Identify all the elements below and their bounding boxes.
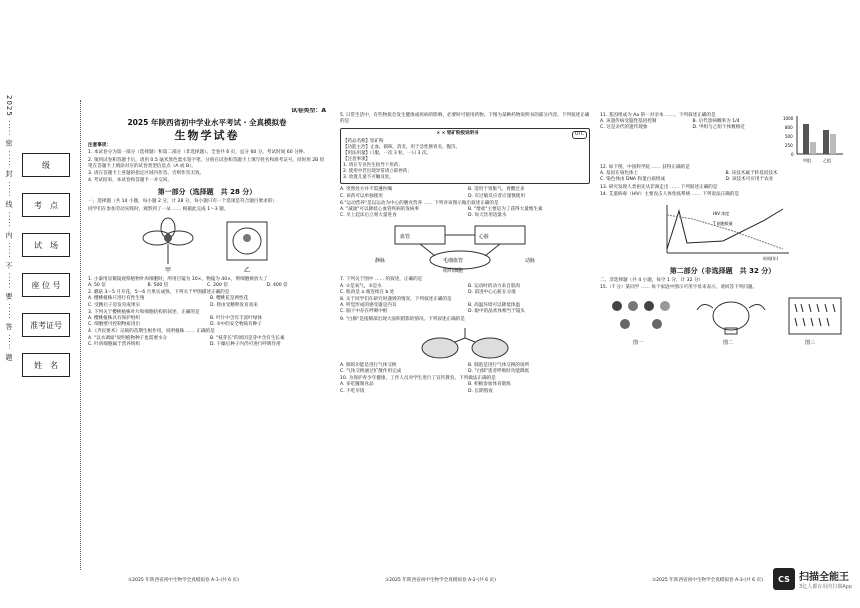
figure-caption: 图一	[632, 340, 643, 347]
option: D. 400 倍	[266, 283, 288, 289]
drug-label-line: 【用法用量】口服，一次 3 粒，一日 3 次。	[343, 151, 431, 157]
diagram-label: 血管	[400, 234, 411, 241]
field-admission-number: 准考证号	[22, 313, 70, 337]
option: D. 眼中的晶状体相当于镜头	[468, 309, 525, 315]
binding-note: 2025 ····· 密 ····· 封 ····· 线 ····· 内 ····· 不 ····· 要 ····· 答 ····· 题	[5, 95, 13, 362]
axis-tick: 1000	[783, 116, 794, 121]
option: A. 多吃腌制食品	[340, 382, 374, 388]
axis-label: 甲组	[803, 158, 811, 163]
option: B. 肺泡是进行气体交换的场所	[468, 362, 530, 368]
diagram-label: 组织细胞	[443, 268, 464, 275]
axis-tick: 250	[785, 143, 793, 148]
option: C. 脑干中存在呼吸中枢	[340, 309, 388, 315]
lung-figure	[400, 326, 530, 360]
q2-options	[88, 296, 326, 308]
option: D. 该技术可应用于农业	[725, 177, 774, 183]
graph-label: T 细胞数量	[712, 221, 733, 227]
watermark-title: 扫描全能王	[799, 572, 850, 583]
diagram-label: 毛细血管	[443, 258, 464, 265]
option: B. "枝芽长"的原因是芽中含有生长素	[210, 335, 285, 341]
question-2: 2. 蘑菇 3～5 月开花，5～6 月果实成熟。下列关于甲图描述正确的是	[88, 290, 230, 296]
option: A. 樱桃植株具有保护组织	[88, 316, 140, 322]
question-9: 9. "白肺"是指肺部出现大面积阴影的情况。下列叙述正确的是	[340, 316, 465, 322]
option: A. 樱桃植株只进行有性生殖	[88, 296, 145, 302]
option: B. 运动时的动力来自肌肉	[468, 283, 521, 289]
figure-caption: 图二	[722, 340, 733, 347]
q5-options	[340, 187, 590, 199]
option: C. 肌肉是 a 端连续在 b 处	[340, 289, 395, 295]
question-15: 15.（7 分）某同学 …… 每个家庭中图示可用字母来表示，请回答下列问题。	[600, 285, 758, 291]
q15-figures	[603, 294, 843, 346]
option: B. 樱桃花是两性花	[210, 296, 249, 302]
drug-label-line: 1. 请在专业医生指导下用药；	[343, 163, 403, 169]
option: A. "减油"可以降低心血管疾病的发病率	[340, 207, 420, 213]
paper-type: 试卷类型：A	[291, 108, 326, 114]
q10-options	[340, 382, 590, 394]
drug-label-title: × × 铝矿粉胶说明书	[436, 131, 479, 137]
q1-options	[88, 283, 326, 289]
drug-label-box	[340, 128, 590, 184]
cell-drawing	[227, 222, 267, 260]
bar-chart-figure	[783, 112, 845, 164]
field-name: 姓 名	[22, 353, 70, 377]
graph-label: 时间(年)	[762, 256, 778, 262]
q8-options	[340, 303, 590, 315]
diagram-label: 心脏	[479, 234, 490, 241]
question-4: 4.《齐民要术》记载的苗期生根作用，说明植株 …… 正确的是	[88, 329, 215, 335]
option: B. 500 倍	[147, 283, 169, 289]
graph-label: HIV 浓度	[712, 211, 729, 217]
option: B. 适用于胃胀气、胃酸过多	[468, 187, 525, 193]
scanner-watermark	[773, 568, 852, 590]
option: C. 早上起床后立刻大量进食	[340, 213, 397, 219]
q7-options	[340, 284, 590, 296]
flower-drawing	[143, 218, 193, 264]
option: C. 这是亲代的遗传现象	[600, 125, 648, 131]
question-11: 11. 基因组成为 Aa 的一对亲本 ……，下列叙述正确的是	[600, 113, 716, 118]
question-8: 8. 关于同学们在研究时遇到的情况，下列叙述正确的是	[340, 297, 452, 303]
question-14: 14. 艾滋病毒（HIV）主要攻击人体免疫系统 …… 下列说法正确的是	[600, 191, 740, 197]
option: B. "增盐"主要是为了获得大量维生素	[468, 207, 543, 213]
option: B. 叶片中含有丰富叶绿体	[210, 316, 263, 322]
fig-label-yi: 乙	[244, 266, 251, 274]
q6-options	[340, 207, 590, 219]
field-seat: 座 位 号	[22, 273, 70, 297]
q4-options	[88, 336, 326, 348]
part2-title: 第二部分（非选择题 共 32 分）	[669, 267, 776, 276]
drug-label-line: 2. 使用中若出现异常请立即停药；	[343, 169, 412, 175]
field-exam-room: 试 场	[22, 233, 70, 257]
option: B. 高温环境可以降低体温	[468, 303, 521, 309]
page-3-footer: ①2025 年陕西省初中生物学全真模拟卷 A-3-(共 6 页)	[652, 578, 763, 583]
page-2-footer: ①2025 年陕西省初中生物学全真模拟卷 A-2-(共 6 页)	[385, 578, 496, 583]
option: D. 甲组与乙组个体数相近	[692, 125, 745, 131]
diagram-label: 动脉	[525, 258, 536, 265]
q9-options	[340, 363, 590, 375]
option: A. 基因在染色体上	[600, 171, 639, 177]
flower-and-cell-figure	[107, 216, 307, 274]
question-7: 7. 下列关于图中 …… 的叙述，正确的是	[340, 277, 423, 283]
figure-2	[697, 302, 765, 334]
option: C. 受精后子房发育成果实	[88, 302, 141, 308]
binding-dotted-line	[80, 100, 82, 570]
figure-1	[612, 301, 670, 329]
option: C. 叶肉细胞属于营养组织	[88, 341, 141, 347]
option: C. 染色体由 DNA 和蛋白质组成	[600, 177, 666, 183]
q3-options	[88, 316, 326, 328]
option: D. 干燥后种子内仍可进行呼吸作用	[210, 341, 281, 347]
axis-label: 乙组	[823, 158, 831, 163]
q11-options	[600, 119, 779, 131]
figure-caption: 图三	[804, 340, 815, 347]
axis-tick: 500	[785, 134, 793, 139]
exam-title: 2025 年陕西省初中学业水平考试 · 全真模拟卷	[127, 118, 287, 128]
option: C. 细胞壁可控制物质进出	[88, 322, 141, 328]
option: D. "白肺"患者呼吸时功能降低	[468, 369, 530, 375]
axis-tick: 800	[785, 125, 793, 130]
page-1-column	[88, 108, 326, 568]
intro-text: 同学们在参加劳动实践时，观察到了一朵 …… 根据此完成 1～3 题。	[88, 206, 229, 212]
option: D. 每天饮用适量水	[468, 213, 507, 219]
option: A. ①是氧气，②是水	[340, 283, 382, 289]
hiv-graph-figure	[653, 201, 793, 263]
section2-heading: 二、非选择题（共 4 小题，每空 1 分，计 32 分）	[600, 278, 704, 284]
question-13: 13. 研究发现人类祖先从非洲走出 …… 下列叙述正确的是	[600, 184, 718, 190]
option: C. 气体交换通过扩散作用完成	[340, 369, 402, 375]
drug-label-line: 3. 放置儿童不可触及处。	[343, 175, 394, 181]
option: A. "以水调面"说明植物种子也需要水分	[88, 335, 168, 341]
q11-block	[600, 112, 845, 164]
field-class: 级	[22, 153, 70, 177]
question-6: 6."运动营养"是以运动为中心的膳食营养 …… 下列对该图示做出叙述正确的是	[340, 200, 499, 206]
option: D. 胚由受精卵发育而来	[210, 302, 258, 308]
page-2-column	[340, 112, 590, 572]
binding-strip	[0, 95, 78, 575]
option: A. 听觉形成的感受器是内耳	[340, 303, 397, 309]
figure-3	[789, 298, 841, 334]
otc-badge: OTC	[572, 131, 587, 139]
option: D. ②中的安全物质有种子	[210, 322, 262, 328]
circulation-diagram	[355, 222, 575, 274]
part1-title: 第一部分（选择题 共 28 分）	[157, 188, 257, 197]
notice-item: 1. 本试卷分为第一部分（选择题）和第二部分（非选择题）。全卷共 6 页，总分 60 分。考试时间 60 分钟。	[88, 150, 308, 156]
watermark-subtitle: 3亿人都在用的扫描App	[799, 584, 852, 590]
option: C. 不吃早饭	[340, 388, 365, 394]
option: A. 50 倍	[88, 283, 106, 289]
page-1-footer: ①2025 年陕西省初中生物学全真模拟卷 A-1-(共 6 页)	[128, 578, 239, 583]
option: C. 该药可以单独使用	[340, 193, 383, 199]
option: D. 前进中心心脏在分流	[468, 289, 516, 295]
subject-title: 生物学试卷	[174, 129, 240, 143]
drug-label-line: 【注意事项】	[343, 157, 370, 163]
option: A. 该遗传病受隐性基因控制	[600, 119, 657, 125]
notice-item: 3. 请在答题卡上各题的指定区域内作答，否则作答无效。	[88, 171, 205, 177]
option: A. 突然处方并不需遵医嘱	[340, 187, 392, 193]
section1-heading: 一、选择题（共 14 小题，每小题 2 分，计 28 分。每小题只有一个选项是符合题目要求的）	[88, 199, 277, 205]
option: B. 后代患病概率为 1/4	[692, 119, 740, 125]
fig-label-jia: 甲	[165, 266, 172, 274]
option: D. 长期熬夜	[468, 388, 493, 394]
notice-item: 2. 领到试卷和答题卡后，请用 0.5 毫米黑色墨水签字笔，分别在试卷和答题卡上填写姓名和准考证号，同时用 2B 铅笔在答题卡上填涂对应的试卷类型信息点（A 或 B）。	[88, 157, 325, 169]
option: B. 积极参加体育锻炼	[468, 382, 511, 388]
notice-item: 4. 考试结束，本试卷和答题卡一并交回。	[88, 178, 172, 184]
diagram-label: 静脉	[375, 258, 386, 265]
question-12: 12. 如下图，中国科学院 …… 获得正确的是	[600, 165, 690, 170]
page-3-column	[600, 112, 845, 572]
question-1: 1. 小秦用显微镜观察植物叶肉细胞时，所用目镜为 10×，物镜为 40×，则细胞被放大了	[88, 276, 268, 282]
option: D. 有过敏反应者应谨慎使用	[468, 193, 525, 199]
notice-heading: 注意事项：	[88, 143, 111, 149]
option: A. 肺的功能是进行气体交换	[340, 362, 397, 368]
drug-label-line: 【药品名称】铝矿粉	[343, 139, 384, 145]
option: C. 200 倍	[207, 283, 228, 289]
question-10: 10. 为保护青少年健康，工作人员对学生进行了宣传教育。下列做法正确的是	[340, 376, 496, 382]
question-5: 5. 日常生活中，有些物质会发生健康或疾病的影响，必要时可使用药物。下图为某种药物说明书的部分内容。下列叙述正确的是	[340, 113, 590, 125]
drug-label-line: 【功能主治】止血、镇咳、消炎，用于急性肠胃炎、腹泻。	[343, 145, 460, 151]
camscanner-icon: CS	[773, 568, 795, 590]
q12-options	[600, 171, 845, 183]
field-exam-site: 考 点	[22, 193, 70, 217]
question-3: 3. 下列关于樱桃植株叶片和细胞结构的叙述，正确的是	[88, 309, 200, 315]
axis-tick: 0	[791, 152, 794, 157]
option: B. 该技术属于转基因技术	[725, 171, 778, 177]
